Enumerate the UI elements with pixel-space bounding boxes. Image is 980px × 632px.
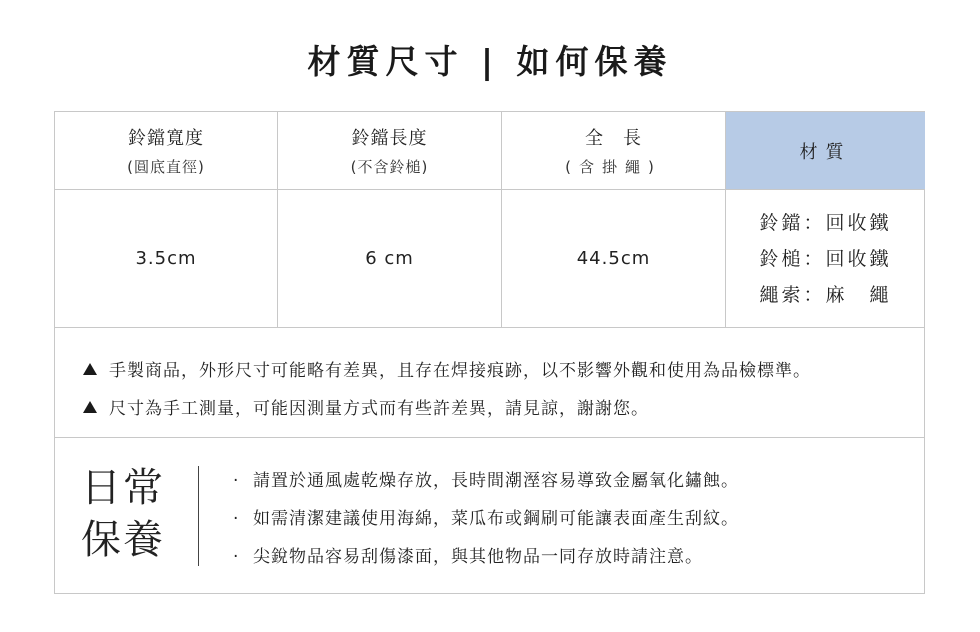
value-material-cell <box>726 190 925 327</box>
note-text: 尺寸為手工測量，可能因測量方式而有些許差異，請見諒，謝謝您。 <box>109 399 649 419</box>
care-title-line: 日常 <box>81 465 165 511</box>
note-text: 手製商品，外形尺寸可能略有差異，且存在焊接痕跡，以不影響外觀和使用為品檢標準。 <box>109 361 811 381</box>
value-total: 44.5cm <box>576 248 651 269</box>
table-header-row <box>55 112 924 190</box>
header-total-label: 全 長 <box>585 128 642 149</box>
notes-list <box>83 352 811 428</box>
care-title-line: 保養 <box>81 517 165 563</box>
care-item <box>233 462 739 500</box>
bullet-dot: · <box>233 471 240 491</box>
value-width: 3.5cm <box>135 248 197 269</box>
care-item-text: 尖銳物品容易刮傷漆面，與其他物品一同存放時請注意。 <box>253 547 703 567</box>
value-total-cell <box>502 190 726 327</box>
care-section <box>55 438 924 594</box>
value-width-cell <box>55 190 278 327</box>
header-length-note: (不含鈴槌) <box>350 158 429 176</box>
care-item <box>233 500 739 538</box>
value-length-cell <box>278 190 502 327</box>
material-bell: 鈴鐺：回收鐵 <box>759 211 892 234</box>
header-width-note: (圓底直徑) <box>127 158 205 176</box>
material-rope: 繩索：麻 繩 <box>759 283 892 306</box>
header-material-label: 材質 <box>799 141 852 163</box>
care-item <box>233 538 739 576</box>
page-title: 材質尺寸 | 如何保養 <box>307 42 673 81</box>
material-clapper: 鈴槌：回收鐵 <box>759 247 892 270</box>
bullet-dot: · <box>233 547 240 567</box>
header-total-cell <box>502 112 726 189</box>
header-length-cell <box>278 112 502 189</box>
value-length: 6 cm <box>365 248 414 269</box>
note-item <box>83 390 811 428</box>
care-list <box>233 462 739 576</box>
header-total-note: (含掛繩) <box>565 158 662 176</box>
triangle-bullet-icon <box>83 401 97 413</box>
header-material-cell <box>726 112 925 189</box>
table-values-row <box>55 190 924 328</box>
care-item-text: 請置於通風處乾燥存放，長時間潮溼容易導致金屬氧化鏽蝕。 <box>253 471 739 491</box>
header-length-label: 鈴鐺長度 <box>351 128 428 149</box>
triangle-bullet-icon <box>83 363 97 375</box>
care-item-text: 如需清潔建議使用海綿，菜瓜布或鋼刷可能讓表面產生刮紋。 <box>253 509 739 529</box>
spec-table <box>54 111 925 594</box>
bullet-dot: · <box>233 509 240 529</box>
care-divider <box>198 466 199 566</box>
header-width-cell <box>55 112 278 189</box>
care-title <box>81 462 165 566</box>
notes-section <box>55 328 924 438</box>
note-item <box>83 352 811 390</box>
header-width-label: 鈴鐺寬度 <box>128 128 204 149</box>
